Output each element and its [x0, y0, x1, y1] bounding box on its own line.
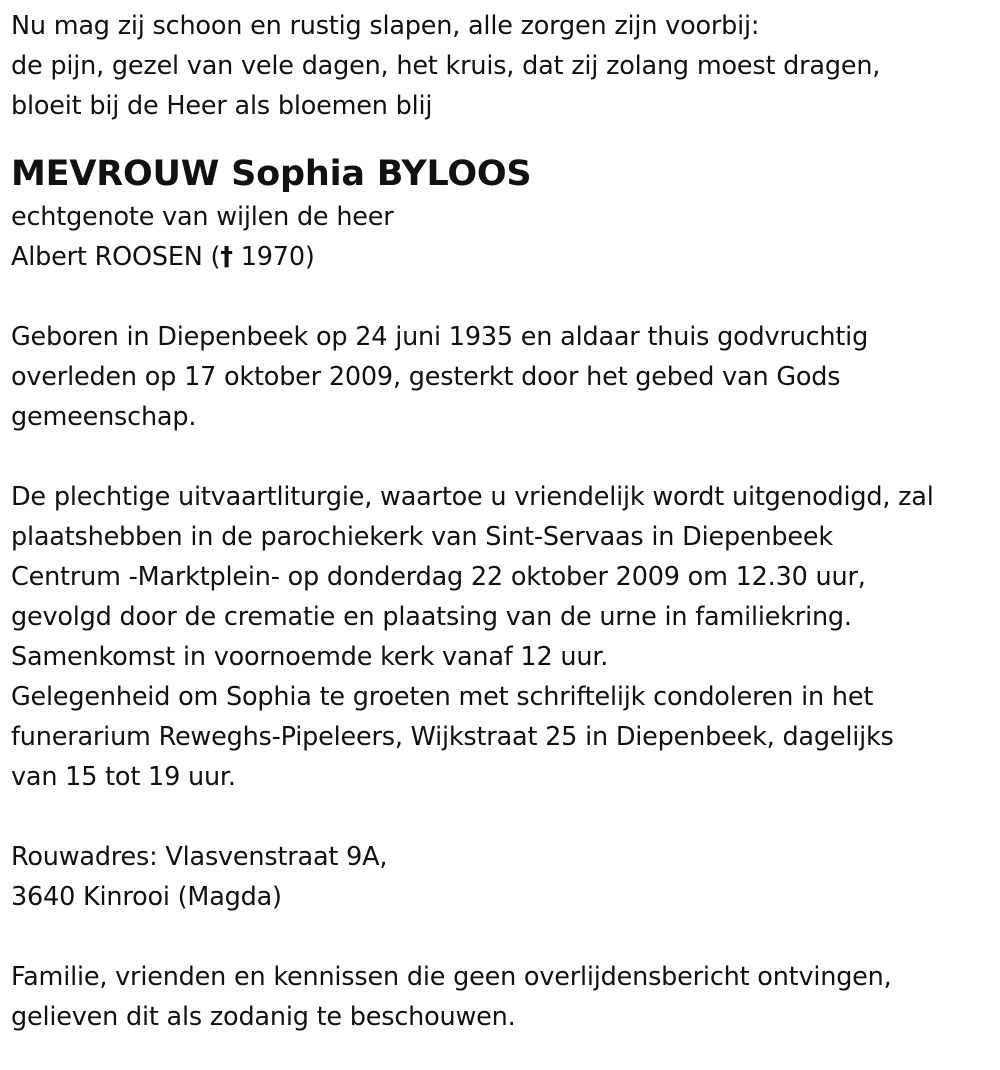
paragraph-line: Samenkomst in voornoemde kerk vanaf 12 uur.: [11, 642, 609, 672]
paragraph-line: Geboren in Diepenbeek op 24 juni 1935 en aldaar thuis godvruchtig: [11, 322, 869, 352]
paragraph-line: gemeenschap.: [11, 402, 197, 432]
paragraph-line: van 15 tot 19 uur.: [11, 762, 236, 792]
paragraph-line: Gelegenheid om Sophia te groeten met schriftelijk condoleren in het: [11, 682, 874, 712]
paragraph-line: Familie, vrienden en kennissen die geen overlijdensbericht ontvingen,: [11, 962, 892, 992]
funeral-paragraph: [11, 477, 996, 797]
address-line: 3640 Kinrooi (Magda): [11, 882, 282, 912]
address-paragraph: [11, 837, 996, 917]
paragraph-line: gevolgd door de crematie en plaatsing van de urne in familiekring.: [11, 602, 852, 632]
obituary-document: [11, 6, 996, 1037]
deceased-name: MEVROUW Sophia BYLOOS: [11, 154, 532, 194]
cross-icon: †: [220, 242, 233, 272]
paragraph-line: gelieven dit als zodanig te beschouwen.: [11, 1002, 516, 1032]
poem: [11, 6, 996, 126]
birth-death-paragraph: [11, 317, 996, 437]
closing-paragraph: [11, 957, 996, 1037]
spouse-name-text: Albert ROOSEN (: [11, 242, 221, 272]
spouse-death-year: 1970): [232, 242, 315, 272]
poem-line: bloeit bij de Heer als bloemen blij: [11, 91, 433, 121]
spouse-line: echtgenote van wijlen de heer: [11, 202, 394, 232]
paragraph-line: funerarium Reweghs-Pipeleers, Wijkstraat 25 in Diepenbeek, dagelijks: [11, 722, 894, 752]
spouse-name: [11, 237, 996, 277]
poem-line: Nu mag zij schoon en rustig slapen, alle zorgen zijn voorbij:: [11, 11, 760, 41]
paragraph-line: plaatshebben in de parochiekerk van Sint-Servaas in Diepenbeek: [11, 522, 833, 552]
paragraph-line: De plechtige uitvaartliturgie, waartoe u vriendelijk wordt uitgenodigd, zal: [11, 482, 934, 512]
paragraph-line: Centrum -Marktplein- op donderdag 22 oktober 2009 om 12.30 uur,: [11, 562, 866, 592]
poem-line: de pijn, gezel van vele dagen, het kruis, dat zij zolang moest dragen,: [11, 51, 881, 81]
address-line: Rouwadres: Vlasvenstraat 9A,: [11, 842, 388, 872]
paragraph-line: overleden op 17 oktober 2009, gesterkt door het gebed van Gods: [11, 362, 841, 392]
